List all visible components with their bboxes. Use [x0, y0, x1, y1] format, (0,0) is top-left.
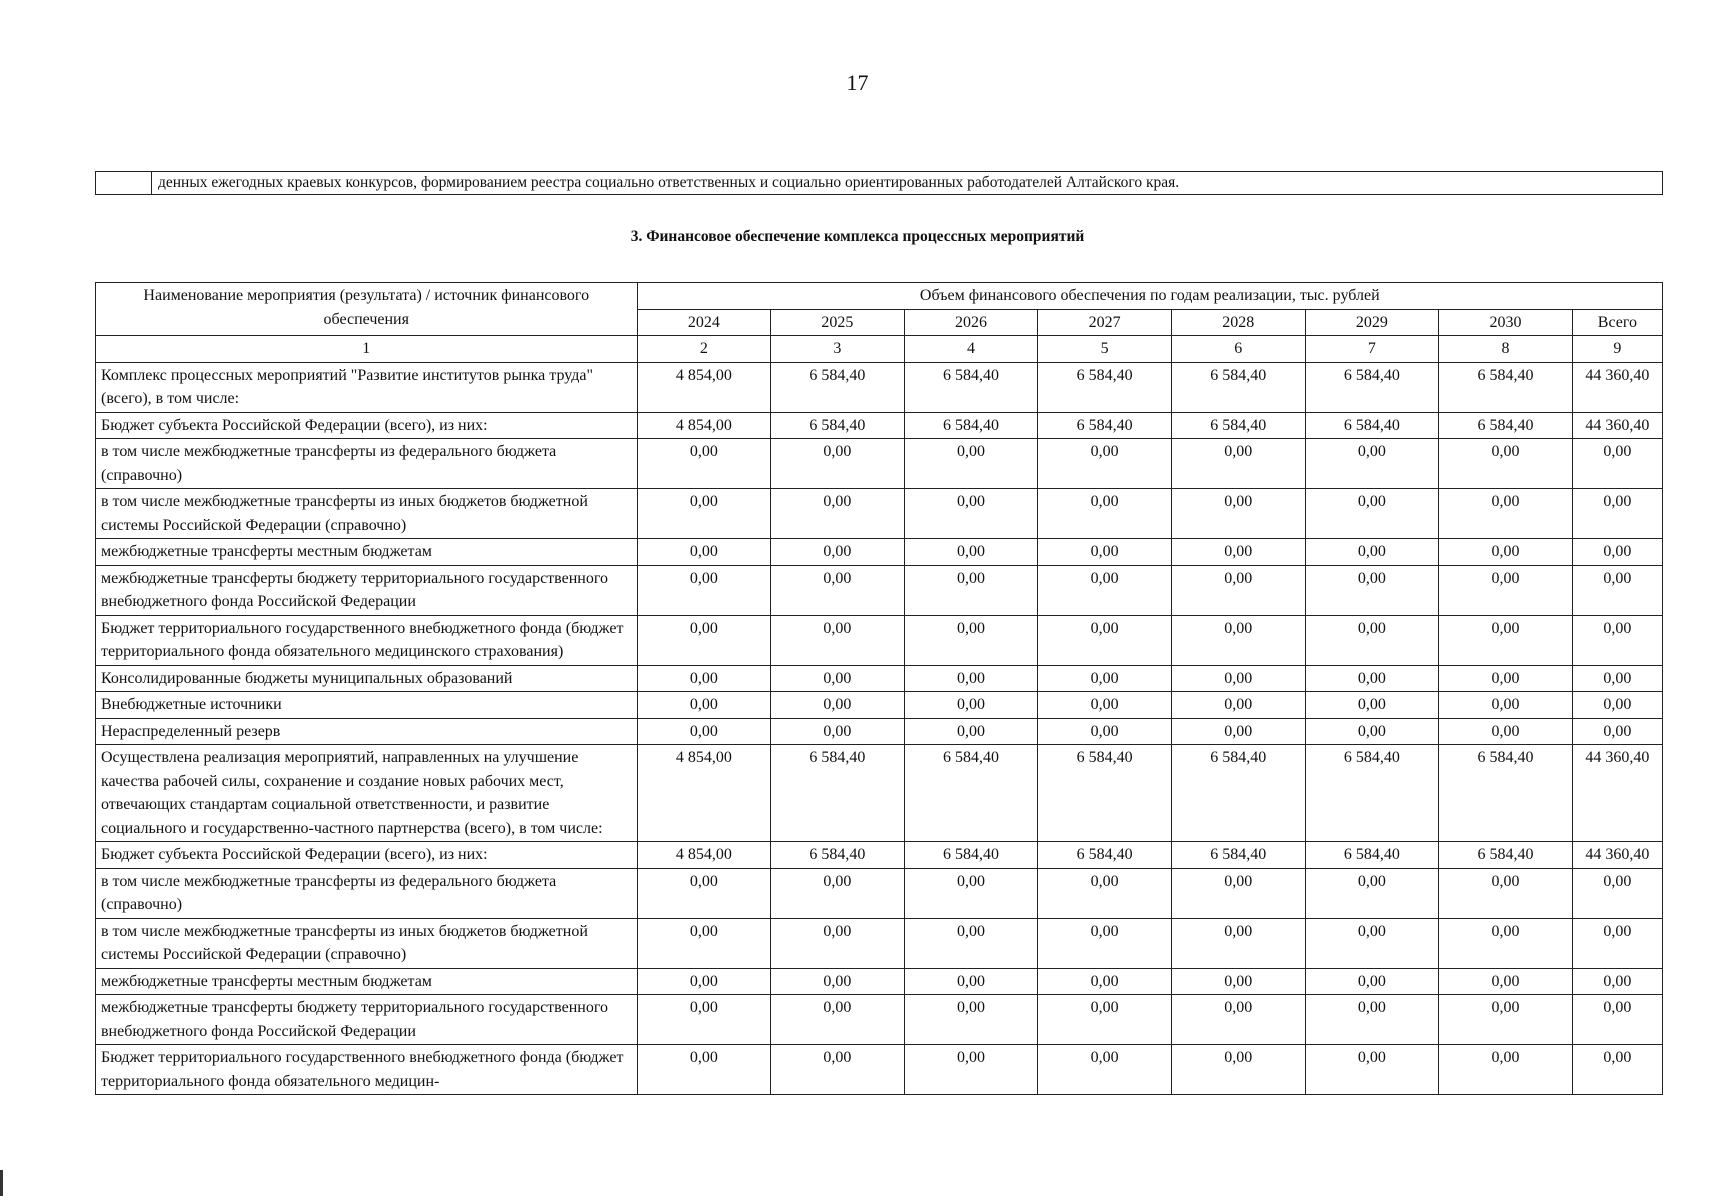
row-value: 0,00: [904, 439, 1038, 489]
row-value: 6 584,40: [1038, 745, 1172, 842]
row-value: 6 584,40: [771, 842, 905, 869]
table-row: [96, 412, 1663, 439]
year-header: 2026: [904, 309, 1038, 336]
row-name: в том числе межбюджетные трансферты из федерального бюджета (справочно): [96, 868, 638, 918]
table-row: [96, 918, 1663, 968]
row-value: 6 584,40: [1439, 842, 1573, 869]
row-value: 0,00: [904, 968, 1038, 995]
row-value: 6 584,40: [904, 362, 1038, 412]
row-value: 4 854,00: [637, 745, 771, 842]
row-value: 0,00: [1038, 718, 1172, 745]
row-value: 0,00: [1572, 565, 1662, 615]
row-value: 0,00: [1572, 539, 1662, 566]
row-value: 0,00: [1305, 489, 1439, 539]
row-value: 0,00: [1572, 1045, 1662, 1095]
table-row: [96, 745, 1663, 842]
row-value: 0,00: [637, 918, 771, 968]
row-value: 0,00: [1171, 1045, 1305, 1095]
row-value: 0,00: [904, 718, 1038, 745]
row-value: 0,00: [637, 539, 771, 566]
row-value: 6 584,40: [1305, 362, 1439, 412]
row-value: 6 584,40: [1171, 842, 1305, 869]
table-row: [96, 665, 1663, 692]
year-header: 2025: [771, 309, 905, 336]
row-value: 0,00: [637, 995, 771, 1045]
row-value: 6 584,40: [1305, 412, 1439, 439]
row-value: 44 360,40: [1572, 412, 1662, 439]
row-value: 0,00: [1171, 565, 1305, 615]
row-value: 0,00: [1572, 995, 1662, 1045]
row-value: 0,00: [1439, 1045, 1573, 1095]
row-value: 0,00: [1171, 615, 1305, 665]
row-value: 0,00: [904, 995, 1038, 1045]
row-value: 0,00: [637, 615, 771, 665]
row-value: 44 360,40: [1572, 842, 1662, 869]
row-value: 0,00: [1171, 439, 1305, 489]
col-number: 4: [904, 336, 1038, 363]
col-number: 8: [1439, 336, 1573, 363]
row-value: 0,00: [771, 995, 905, 1045]
row-value: 0,00: [1038, 665, 1172, 692]
row-value: 0,00: [904, 539, 1038, 566]
header-row-1: [96, 283, 1663, 310]
year-header: 2029: [1305, 309, 1439, 336]
table-row: [96, 1045, 1663, 1095]
row-value: 0,00: [1305, 615, 1439, 665]
row-value: 6 584,40: [1305, 745, 1439, 842]
header-row-numbers: [96, 336, 1663, 363]
row-value: 0,00: [637, 439, 771, 489]
continuation-empty-cell: [96, 172, 152, 194]
row-value: 6 584,40: [1439, 362, 1573, 412]
row-value: 0,00: [637, 718, 771, 745]
table-row: [96, 968, 1663, 995]
row-name: Бюджет субъекта Российской Федерации (всего), из них:: [96, 842, 638, 869]
row-name: Нераспределенный резерв: [96, 718, 638, 745]
table-row: [96, 615, 1663, 665]
row-value: 0,00: [1171, 718, 1305, 745]
row-value: 0,00: [1439, 489, 1573, 539]
row-value: 0,00: [771, 918, 905, 968]
col-number: 2: [637, 336, 771, 363]
table-row: [96, 439, 1663, 489]
year-header: 2028: [1171, 309, 1305, 336]
row-value: 0,00: [1439, 868, 1573, 918]
row-value: 0,00: [1038, 439, 1172, 489]
row-value: 0,00: [1038, 615, 1172, 665]
row-value: 0,00: [1572, 968, 1662, 995]
row-name: Бюджет субъекта Российской Федерации (всего), из них:: [96, 412, 638, 439]
row-value: 6 584,40: [904, 745, 1038, 842]
row-value: 0,00: [637, 968, 771, 995]
table-row: [96, 565, 1663, 615]
table-row: [96, 718, 1663, 745]
row-value: 0,00: [904, 615, 1038, 665]
row-value: 0,00: [637, 489, 771, 539]
row-value: 0,00: [904, 692, 1038, 719]
col-number: 9: [1572, 336, 1662, 363]
row-value: 0,00: [904, 565, 1038, 615]
table-row: [96, 868, 1663, 918]
row-value: 0,00: [637, 565, 771, 615]
row-value: 6 584,40: [1439, 745, 1573, 842]
row-name: межбюджетные трансферты местным бюджетам: [96, 539, 638, 566]
table-row: [96, 362, 1663, 412]
row-value: 0,00: [1439, 718, 1573, 745]
row-value: 0,00: [1305, 665, 1439, 692]
col-number: 6: [1171, 336, 1305, 363]
row-value: 0,00: [1305, 1045, 1439, 1095]
scan-edge-mark: [0, 1170, 3, 1196]
row-value: 6 584,40: [1305, 842, 1439, 869]
row-value: 0,00: [1038, 995, 1172, 1045]
row-name: Внебюджетные источники: [96, 692, 638, 719]
row-name: в том числе межбюджетные трансферты из федерального бюджета (справочно): [96, 439, 638, 489]
row-value: 0,00: [1171, 868, 1305, 918]
row-value: 0,00: [1171, 968, 1305, 995]
row-value: 0,00: [1038, 565, 1172, 615]
row-value: 0,00: [1171, 995, 1305, 1045]
row-value: 0,00: [771, 692, 905, 719]
row-value: 0,00: [1439, 615, 1573, 665]
year-header: 2027: [1038, 309, 1172, 336]
row-value: 0,00: [637, 1045, 771, 1095]
row-value: 0,00: [771, 539, 905, 566]
row-value: 0,00: [1038, 1045, 1172, 1095]
row-value: 0,00: [1038, 868, 1172, 918]
row-value: 0,00: [771, 439, 905, 489]
row-value: 0,00: [637, 692, 771, 719]
row-value: 0,00: [1439, 539, 1573, 566]
table-row: [96, 539, 1663, 566]
row-value: 0,00: [771, 968, 905, 995]
table-row: [96, 692, 1663, 719]
row-value: 0,00: [1305, 439, 1439, 489]
table-row: [96, 842, 1663, 869]
page-number: 17: [846, 70, 869, 95]
row-value: 0,00: [1439, 665, 1573, 692]
row-value: 0,00: [1171, 489, 1305, 539]
row-value: 4 854,00: [637, 362, 771, 412]
row-value: 0,00: [1038, 692, 1172, 719]
row-value: 0,00: [904, 868, 1038, 918]
row-value: 0,00: [1171, 539, 1305, 566]
row-name: Комплекс процессных мероприятий "Развитие институтов рынка труда" (всего), в том числе:: [96, 362, 638, 412]
row-name: межбюджетные трансферты бюджету территориального государственного внебюджетного фонда Российской Федерации: [96, 565, 638, 615]
row-value: 4 854,00: [637, 412, 771, 439]
row-value: 0,00: [771, 665, 905, 692]
total-header: Всего: [1572, 309, 1662, 336]
row-value: 0,00: [1572, 918, 1662, 968]
row-value: 6 584,40: [771, 745, 905, 842]
row-value: 6 584,40: [1171, 412, 1305, 439]
table-row: [96, 995, 1663, 1045]
volume-header: Объем финансового обеспечения по годам реализации, тыс. рублей: [637, 283, 1662, 310]
col-number: 1: [96, 336, 638, 363]
row-value: 6 584,40: [904, 412, 1038, 439]
row-value: 0,00: [1305, 718, 1439, 745]
row-value: 6 584,40: [1171, 745, 1305, 842]
row-value: 0,00: [1305, 565, 1439, 615]
row-value: 0,00: [637, 665, 771, 692]
row-value: 6 584,40: [1038, 362, 1172, 412]
row-value: 0,00: [1572, 718, 1662, 745]
col-number: 3: [771, 336, 905, 363]
row-value: 0,00: [1439, 995, 1573, 1045]
row-name: межбюджетные трансферты бюджету территориального государственного внебюджетного фонда Российской Федерации: [96, 995, 638, 1045]
row-value: 0,00: [1572, 868, 1662, 918]
year-header: 2024: [637, 309, 771, 336]
row-value: 0,00: [771, 868, 905, 918]
continuation-text: денных ежегодных краевых конкурсов, формированием реестра социально ответственных и социально ориентированных работодателей Алтайского края.: [158, 174, 1180, 191]
row-value: 0,00: [1439, 692, 1573, 719]
row-value: 0,00: [1171, 692, 1305, 719]
row-value: 0,00: [1572, 489, 1662, 539]
row-value: 0,00: [1305, 692, 1439, 719]
row-name: Консолидированные бюджеты муниципальных образований: [96, 665, 638, 692]
row-value: 44 360,40: [1572, 745, 1662, 842]
col-number: 7: [1305, 336, 1439, 363]
financing-table: [95, 282, 1663, 1095]
row-value: 0,00: [1305, 968, 1439, 995]
table-body: [96, 362, 1663, 1095]
row-value: 0,00: [1038, 918, 1172, 968]
row-name: межбюджетные трансферты местным бюджетам: [96, 968, 638, 995]
row-value: 0,00: [771, 718, 905, 745]
continuation-table: [95, 171, 1663, 195]
row-value: 0,00: [1439, 439, 1573, 489]
row-value: 0,00: [904, 489, 1038, 539]
row-name: Осуществлена реализация мероприятий, направленных на улучшение качества рабочей силы, сохранение и создание новых рабочих мест, отвечающих стандартам социальной ответственности, и развитие социального и государственно-частного партнерства (всего), в том числе:: [96, 745, 638, 842]
row-value: 0,00: [1038, 489, 1172, 539]
col-number: 5: [1038, 336, 1172, 363]
row-value: 6 584,40: [1038, 412, 1172, 439]
row-value: 4 854,00: [637, 842, 771, 869]
row-value: 0,00: [904, 665, 1038, 692]
row-value: 0,00: [904, 1045, 1038, 1095]
row-value: 0,00: [1305, 868, 1439, 918]
row-value: 0,00: [1572, 439, 1662, 489]
row-value: 6 584,40: [771, 412, 905, 439]
row-name: в том числе межбюджетные трансферты из иных бюджетов бюджетной системы Российской Федерации (справочно): [96, 489, 638, 539]
row-value: 0,00: [1305, 539, 1439, 566]
row-name: Бюджет территориального государственного внебюджетного фонда (бюджет территориального фонда обязательного медицинского страхования): [96, 615, 638, 665]
row-value: 0,00: [904, 918, 1038, 968]
row-value: 6 584,40: [771, 362, 905, 412]
row-value: 0,00: [1305, 918, 1439, 968]
table-row: [96, 489, 1663, 539]
row-value: 0,00: [771, 565, 905, 615]
row-value: 0,00: [1038, 968, 1172, 995]
row-value: 0,00: [771, 489, 905, 539]
row-value: 6 584,40: [904, 842, 1038, 869]
year-header: 2030: [1439, 309, 1573, 336]
row-value: 0,00: [637, 868, 771, 918]
row-value: 0,00: [1305, 995, 1439, 1045]
section-title: 3. Финансовое обеспечение комплекса процессных мероприятий: [630, 228, 1085, 245]
row-name: Бюджет территориального государственного внебюджетного фонда (бюджет территориального фонда обязательного медицин-: [96, 1045, 638, 1095]
row-value: 0,00: [771, 1045, 905, 1095]
row-value: 0,00: [1439, 918, 1573, 968]
row-value: 0,00: [1038, 539, 1172, 566]
row-value: 6 584,40: [1038, 842, 1172, 869]
row-value: 44 360,40: [1572, 362, 1662, 412]
row-value: 0,00: [771, 615, 905, 665]
row-value: 0,00: [1171, 665, 1305, 692]
row-value: 0,00: [1439, 968, 1573, 995]
row-value: 0,00: [1572, 692, 1662, 719]
row-value: 0,00: [1572, 615, 1662, 665]
row-name: в том числе межбюджетные трансферты из иных бюджетов бюджетной системы Российской Федерации (справочно): [96, 918, 638, 968]
row-value: 6 584,40: [1171, 362, 1305, 412]
row-value: 6 584,40: [1439, 412, 1573, 439]
row-value: 0,00: [1572, 665, 1662, 692]
name-header: Наименование мероприятия (результата) / источник финансового обеспечения: [96, 283, 638, 336]
row-value: 0,00: [1171, 918, 1305, 968]
row-value: 0,00: [1439, 565, 1573, 615]
